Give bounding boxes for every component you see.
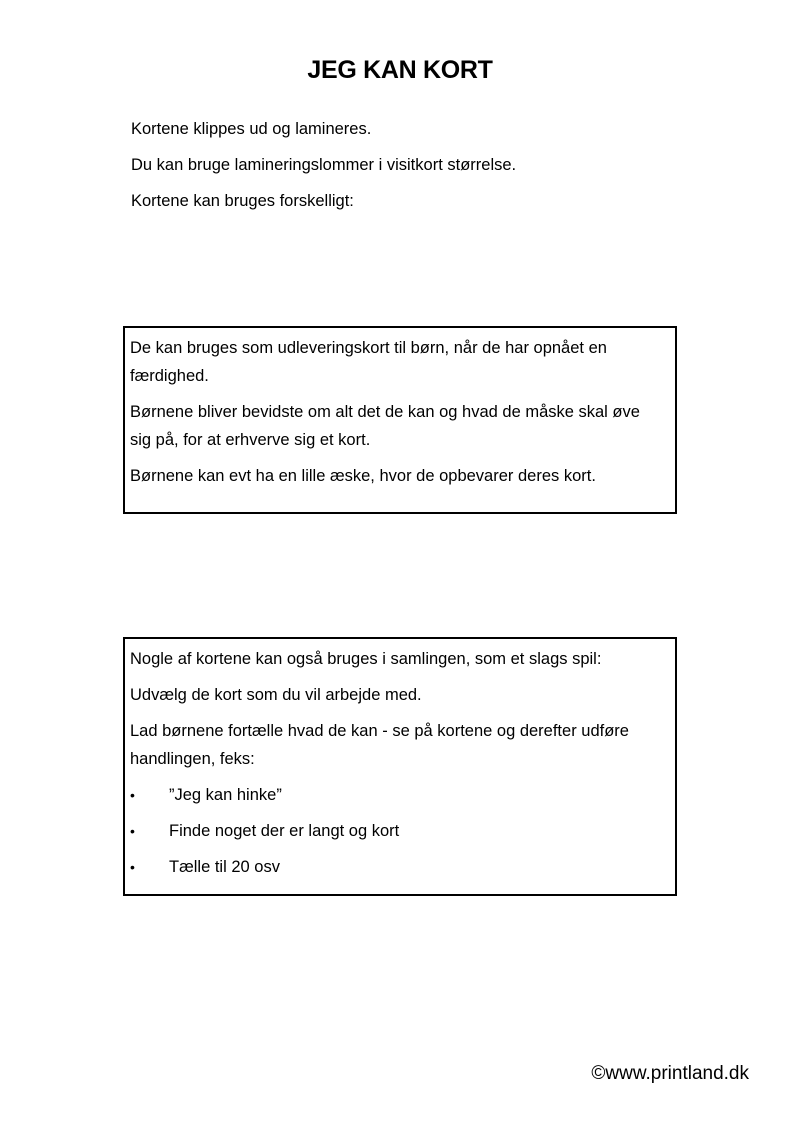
box-paragraph: Nogle af kortene kan også bruges i samlingen, som et slags spil: (130, 650, 602, 668)
example-list (130, 781, 665, 881)
box-paragraph: Børnene bliver bevidste om alt det de kan og hvad de måske skal øve sig på, for at erhverve sig et kort. (130, 403, 640, 449)
list-item-text: ”Jeg kan hinke” (169, 786, 282, 804)
copyright-footer: ©www.printland.dk (591, 1063, 749, 1084)
list-item (130, 853, 665, 881)
list-item (130, 781, 665, 809)
intro-line: Kortene kan bruges forskelligt: (131, 192, 354, 210)
list-item-text: Tælle til 20 osv (169, 858, 280, 876)
intro-line: Du kan bruge lamineringslommer i visitkort størrelse. (131, 156, 517, 174)
usage-box-rewards (123, 326, 677, 514)
bullet-icon: • (130, 823, 135, 839)
bullet-icon: • (130, 859, 135, 875)
box-paragraph: Lad børnene fortælle hvad de kan - se på kortene og derefter udføre handlingen, feks: (130, 722, 629, 768)
page-title: JEG KAN KORT (307, 56, 493, 84)
usage-box-game (123, 637, 677, 896)
intro-section (131, 118, 691, 226)
list-item (130, 817, 665, 845)
box-paragraph: De kan bruges som udleveringskort til børn, når de har opnået en færdighed. (130, 339, 607, 385)
box-paragraph: Børnene kan evt ha en lille æske, hvor de opbevarer deres kort. (130, 467, 596, 485)
bullet-icon: • (130, 787, 135, 803)
intro-line: Kortene klippes ud og lamineres. (131, 120, 372, 138)
box-paragraph: Udvælg de kort som du vil arbejde med. (130, 686, 422, 704)
list-item-text: Finde noget der er langt og kort (169, 822, 400, 840)
